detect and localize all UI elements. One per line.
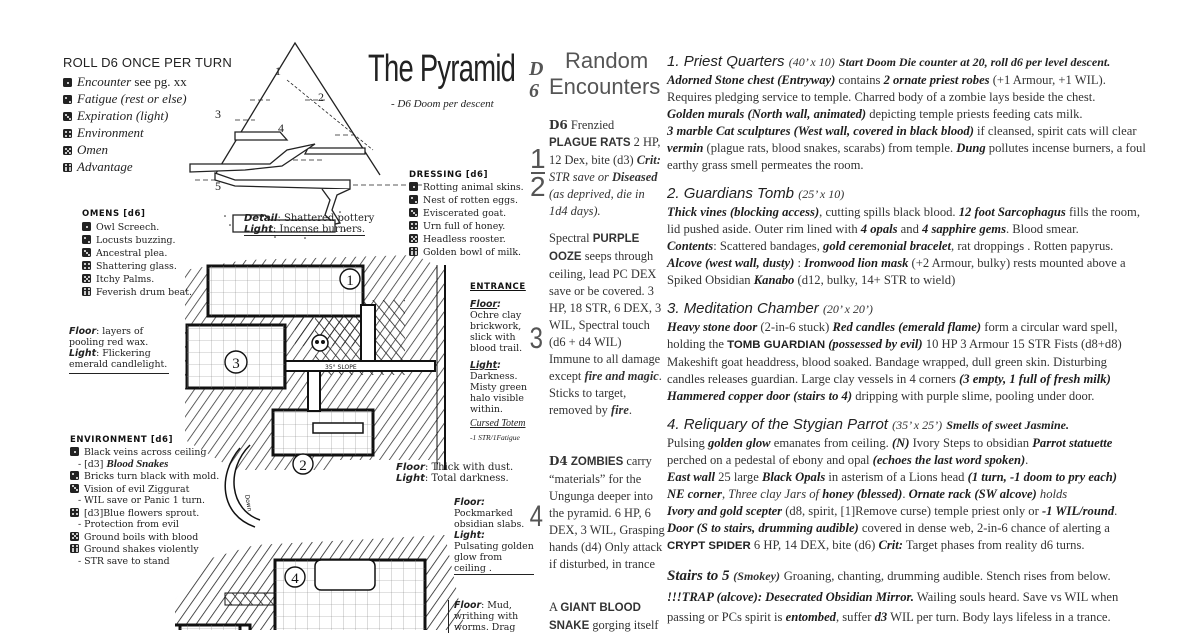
roll-row-label: Advantage (77, 159, 133, 174)
roll-row-note: see pg. xx (131, 74, 187, 89)
die-6-icon (70, 544, 79, 553)
encounter-3-number: 3 (529, 322, 544, 355)
die-5-icon (70, 532, 79, 541)
level-3-label: 3 (215, 107, 221, 121)
map-room-2-label: 2 (299, 458, 307, 474)
die-6-icon (63, 163, 72, 172)
die-6-icon (409, 247, 418, 256)
roll-row-label: Fatigue (rest or else) (77, 91, 187, 106)
omens-item: Owl Screech. (82, 221, 192, 234)
die-2-icon (70, 471, 79, 480)
omens-item: Ancestral plea. (82, 247, 192, 260)
dressing-item: Nest of rotten eggs. (409, 194, 524, 207)
die-4-icon (70, 508, 79, 517)
die-1-icon (409, 182, 418, 191)
upper-map-level (185, 255, 445, 470)
die-2-icon (63, 95, 72, 104)
room-3 (667, 299, 1147, 405)
environment-item-sub: - WIL save or Panic 1 turn. (78, 495, 206, 506)
die-6-icon (82, 287, 91, 296)
room-1 (667, 52, 1147, 174)
omens-item: Locusts buzzing. (82, 234, 192, 247)
entrance-note: ENTRANCE Floor: Ochre clay brickwork, slick with blood trail. Light: Darkness. Misty green halo visible within. Cursed Totem -1 STR/1Fatigue (470, 282, 535, 443)
environment-table (70, 435, 219, 567)
die-3-icon (409, 208, 418, 217)
roll-row-label: Environment (77, 125, 144, 140)
map-room-3-label: 3 (232, 356, 240, 372)
random-encounters-title: D 6 Random Encounters (529, 48, 661, 102)
omens-item: Feverish drum beat. (82, 286, 192, 299)
dressing-table (409, 170, 524, 259)
environment-item: Ground boils with blood (70, 532, 219, 544)
light-label: Light (244, 224, 273, 235)
room-description: Groaning, chanting, drumming audible. Stench rises from below. !!!TRAP (alcove): Desecrated Obsidian Mirror. Wailing souls heard. Save vs WIL when passing or PCs spirit is entombed, suffer d3 WIL per turn. Body lays lifeless in a trance. (667, 569, 1119, 624)
room-description: Thick vines (blocking access), cutting spills black blood. 12 foot Sarcophagus fills the room, lid pushed aside. Outer rim lined with 4 opals and 4 sapphire gems. Blood smear. Contents: Scattered bandages, gold ceremonial bracelet, rat droppings . Rotten papyrus. Alcove (west wall, dusty) : Ironwood lion mask (+2 Armour, bulky) rests mounted above a Spiked Obsidian Kanabo (d12, bulky, 14+ STR to wield) (667, 205, 1140, 287)
room-5 (667, 565, 1147, 626)
die-4-icon (63, 129, 72, 138)
die-2-icon (82, 235, 91, 244)
environment-item-sub: - STR save to stand (78, 555, 170, 567)
roll-row-label: Expiration (light) (77, 108, 169, 123)
die-3-icon (63, 112, 72, 121)
encounter-1-2-number: 1 2 (530, 143, 546, 202)
dressing-header: DRESSING [d6] (409, 170, 489, 180)
dungeon-map (175, 40, 475, 630)
roll-table-header: ROLL D6 ONCE PER TURN (63, 55, 232, 70)
room-description: Heavy stone door (2-in-6 stuck) Red candles (emerald flame) form a circular ward spell, holding the TOMB GUARDIAN (possessed by evil) 10 HP 3 Armour 15 STR Fists (d8+d8) Makeshift goat headdress, blood soaked. Bandage wrapped, dull green skin. Disturbing candles releases guardian. Large clay vessels in 4 corners (3 empty, 1 full of fresh milk) Hammered copper door (stairs to 4) dripping with purple slime, pooling under door. (667, 320, 1122, 403)
encounter-giant-blood-snake: A GIANT BLOOD SNAKE gorging itself (549, 600, 659, 632)
map-room-4-label: 4 (291, 571, 299, 587)
die-4-icon (409, 221, 418, 230)
die-1-icon (63, 78, 72, 87)
die-5-icon (63, 146, 72, 155)
page-title: The Pyramid (368, 48, 516, 90)
die-3-icon (82, 248, 91, 257)
roll-row-label: Omen (77, 142, 109, 157)
room2-note: Floor: Thick with dust. Light: Total darkness. (396, 462, 514, 484)
omens-header: OMENS [d6] (82, 209, 146, 219)
environment-item: Bricks turn black with mold. (70, 471, 219, 483)
room-heading: 3. Meditation Chamber (20’ x 20’) (667, 300, 873, 317)
room-heading: 4. Reliquary of the Stygian Parrot (35’ x 25’) Smells of sweet Jasmine. (667, 416, 1069, 433)
level-4-label: 4 (278, 121, 284, 135)
encounter-zombies: D4 ZOMBIES carry “materials” for the Ungunga deeper into the pyramid. 6 HP, 6 DEX, 3 WIL, Grasping hands (d4) Only attack if disturbed, in trance (549, 454, 665, 571)
map-room-1-label: 1 (346, 273, 354, 289)
level-5-label: 5 (215, 179, 221, 193)
die-2-icon (409, 195, 418, 204)
encounter-purple-ooze: Spectral PURPLE OOZE seeps through ceiling, lead PC DEX save or be covered. 3 HP, 18 STR, 6 DEX, 3 WIL, Spectral touch (d6 + d4 WIL) Immune to all damage except fire and magic. Sticks to target, removed by fire. (549, 231, 662, 417)
environment-item: Ground shakes violently (70, 544, 219, 556)
level-2-label: 2 (318, 90, 324, 104)
room-heading: Stairs to 5 (Smokey) (667, 568, 780, 584)
page-subtitle: - D6 Doom per descent (391, 98, 494, 110)
room4-note: Floor: Pockmarked obsidian slabs. Light: Pulsating golden glow from ceiling . (454, 497, 534, 574)
dressing-item: Headless rooster. (409, 233, 524, 246)
room-descriptions (667, 52, 1147, 636)
room1-note: Detail: Shattered pottery Light: Incense burners. (244, 213, 375, 235)
room-4 (667, 415, 1147, 555)
dressing-item: Golden bowl of milk. (409, 246, 524, 259)
die-1-icon (70, 447, 79, 456)
omens-item: Itchy Palms. (82, 273, 192, 286)
encounter-4-number: 4 (529, 500, 544, 533)
environment-item: Black veins across ceiling (70, 447, 219, 459)
die-5-icon (82, 274, 91, 283)
slope-label: 35° SLOPE (325, 364, 357, 371)
environment-item: Vision of evil Ziggurat (70, 484, 219, 496)
room-heading: 1. Priest Quarters (40’ x 10) Start Doom Die counter at 20, roll d6 per level descent. (667, 53, 1111, 70)
cursed-totem: Cursed Totem (470, 418, 526, 429)
die-1-icon (82, 222, 91, 231)
detail-label: Detail (244, 213, 278, 224)
die-4-icon (82, 261, 91, 270)
room3-note: Floor: layers of pooling red wax. Light: Flickering emerald candlelight. (69, 326, 179, 374)
dressing-item: Rotting animal skins. (409, 181, 524, 194)
room-2 (667, 184, 1147, 289)
die-3-icon (70, 484, 79, 493)
roll-row-label: Encounter (77, 74, 132, 89)
room-description: Adorned Stone chest (Entryway) contains 2 ornate priest robes (+1 Armour, +1 WIL). Requires pledging service to temple. Charred body of a zombie lays beside the chest. Golden murals (North wall, animated) depicting temple priests feeding cats milk. 3 marble Cat sculptures (West wall, covered in black blood) if cleansed, spirit cats will clear vermin (plague rats, blood snakes, scarabs) from temple. Dung pollutes incense burners, a foul earthy grass smell permeates the room. (667, 73, 1146, 172)
room-heading: 2. Guardians Tomb (25’ x 10) (667, 185, 845, 202)
dressing-item: Urn full of honey. (409, 220, 524, 233)
environment-item: [d3]Blue flowers sprout. (70, 508, 219, 520)
environment-header: ENVIRONMENT [d6] (70, 435, 174, 445)
room5-note: Floor: Mud, writhing with worms. Drag (448, 600, 529, 633)
down-arrow-label: Down (243, 494, 253, 513)
die-5-icon (409, 234, 418, 243)
environment-item-sub: - Protection from evil (78, 519, 179, 530)
dressing-item: Eviscerated goat. (409, 207, 524, 220)
omens-table (82, 209, 192, 299)
encounter-plague-rats: D6 Frenzied PLAGUE RATS 2 HP, 12 Dex, bite (d3) Crit: STR save or Diseased (as deprived, die in 1d4 days). (549, 118, 661, 218)
room-description: Pulsing golden glow emanates from ceiling. (N) Ivory Steps to obsidian Parrot statuette perched on a pedestal of ebony and opal (echoes the last word spoken). East wall 25 large Black Opals in asterism of a Lions head (1 turn, -1 doom to pry each) NE corner, Three clay Jars of honey (blessed). Ornate rack (SW alcove) holds Ivory and gold scepter (d8, spirit, [1]Remove curse) temple priest only or -1 WIL/round. Door (S to stairs, drumming audible) covered in dense web, 2-in-6 chance of alerting a CRYPT SPIDER 6 HP, 14 DEX, bite (d6) Crit: Target phases from reality d6 turns. (667, 436, 1118, 552)
level-1-label: 1 (275, 64, 281, 78)
omens-item: Shattering glass. (82, 260, 192, 273)
environment-item-sub: - [d3] Blood Snakes (78, 457, 169, 470)
